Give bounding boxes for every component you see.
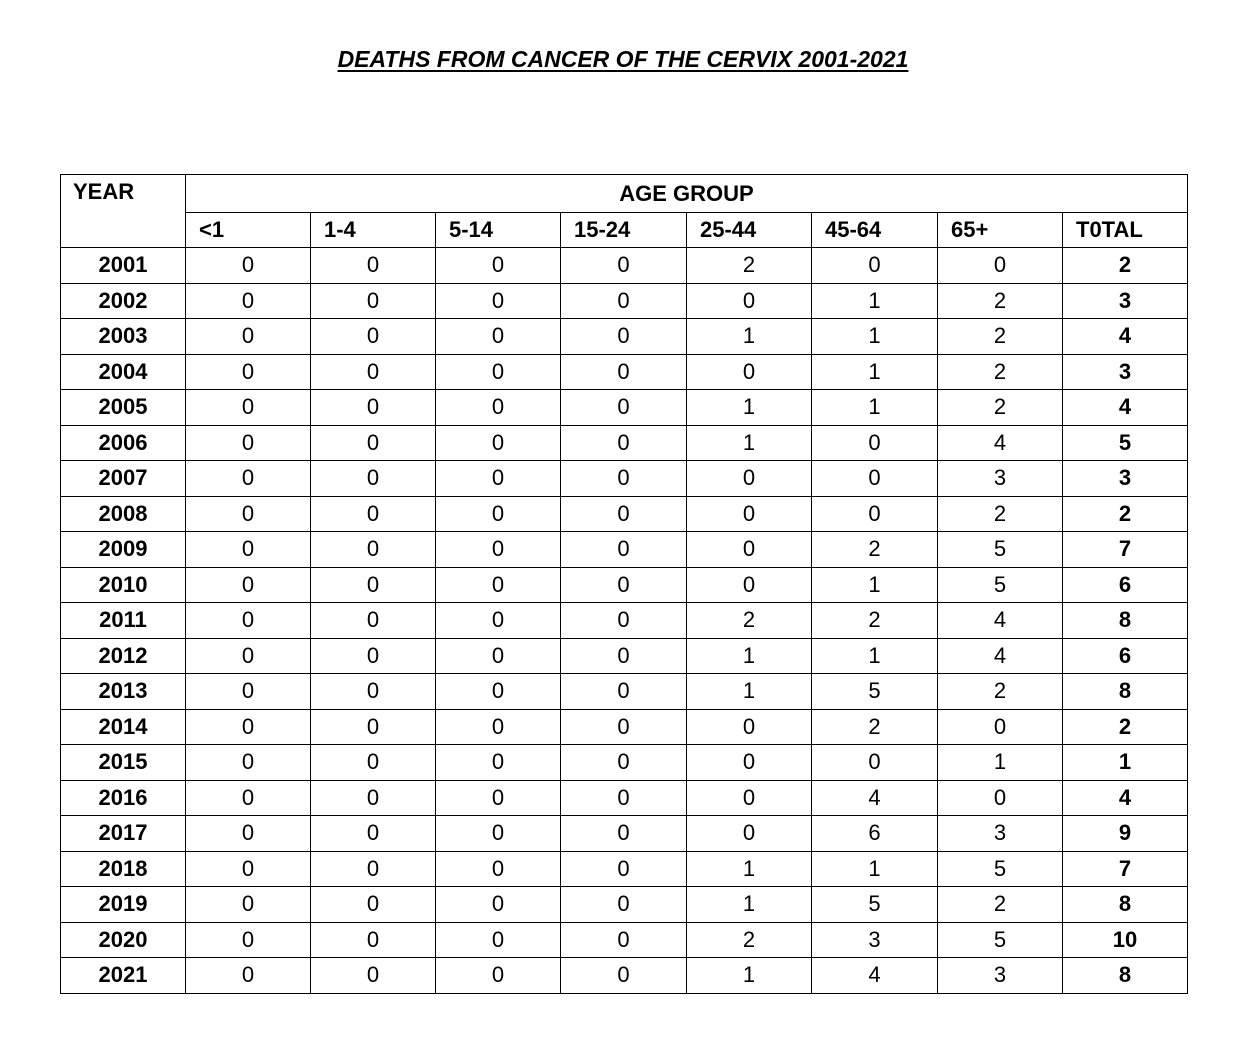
year-cell: 2008	[61, 496, 186, 532]
value-cell: 1	[687, 319, 812, 355]
table-body	[61, 175, 1188, 994]
value-cell: 5	[938, 851, 1063, 887]
total-cell: 4	[1063, 319, 1188, 355]
value-cell: 0	[561, 851, 687, 887]
deaths-table	[60, 174, 1188, 994]
value-cell: 0	[561, 532, 687, 568]
value-cell: 2	[687, 922, 812, 958]
total-cell: 8	[1063, 674, 1188, 710]
value-cell: 0	[311, 532, 436, 568]
value-cell: 2	[812, 603, 938, 639]
table-row	[61, 887, 1188, 923]
value-cell: 0	[436, 603, 561, 639]
value-cell: 0	[938, 780, 1063, 816]
value-cell: 0	[186, 958, 311, 994]
value-cell: 0	[186, 319, 311, 355]
value-cell: 0	[311, 887, 436, 923]
value-cell: 0	[687, 461, 812, 497]
value-cell: 1	[687, 851, 812, 887]
value-cell: 0	[561, 248, 687, 284]
total-cell: 4	[1063, 780, 1188, 816]
value-cell: 4	[938, 425, 1063, 461]
value-cell: 1	[938, 745, 1063, 781]
value-cell: 0	[687, 567, 812, 603]
value-cell: 0	[687, 709, 812, 745]
header-row-columns	[61, 212, 1188, 248]
table-row	[61, 958, 1188, 994]
value-cell: 0	[812, 461, 938, 497]
value-cell: 0	[186, 709, 311, 745]
table-row	[61, 532, 1188, 568]
year-cell: 2021	[61, 958, 186, 994]
value-cell: 0	[311, 745, 436, 781]
value-cell: 0	[311, 851, 436, 887]
value-cell: 0	[436, 958, 561, 994]
table-row	[61, 496, 1188, 532]
total-cell: 1	[1063, 745, 1188, 781]
value-cell: 0	[436, 922, 561, 958]
value-cell: 0	[186, 354, 311, 390]
value-cell: 2	[938, 674, 1063, 710]
value-cell: 0	[311, 780, 436, 816]
value-cell: 1	[687, 958, 812, 994]
value-cell: 0	[561, 709, 687, 745]
value-cell: 5	[938, 532, 1063, 568]
value-cell: 0	[186, 283, 311, 319]
value-cell: 0	[311, 496, 436, 532]
value-cell: 0	[311, 709, 436, 745]
year-cell: 2001	[61, 248, 186, 284]
value-cell: 0	[561, 496, 687, 532]
value-cell: 0	[812, 496, 938, 532]
total-cell: 8	[1063, 958, 1188, 994]
year-cell: 2005	[61, 390, 186, 426]
column-header-65-plus: 65+	[938, 212, 1063, 248]
year-cell: 2012	[61, 638, 186, 674]
value-cell: 2	[938, 390, 1063, 426]
value-cell: 0	[186, 461, 311, 497]
value-cell: 2	[938, 354, 1063, 390]
value-cell: 0	[186, 496, 311, 532]
value-cell: 0	[561, 674, 687, 710]
value-cell: 0	[436, 674, 561, 710]
value-cell: 0	[561, 603, 687, 639]
table-row	[61, 461, 1188, 497]
year-cell: 2016	[61, 780, 186, 816]
total-cell: 10	[1063, 922, 1188, 958]
year-cell: 2004	[61, 354, 186, 390]
value-cell: 0	[311, 425, 436, 461]
value-cell: 1	[812, 851, 938, 887]
value-cell: 4	[812, 958, 938, 994]
value-cell: 0	[436, 567, 561, 603]
header-row-group	[61, 175, 1188, 213]
table-row	[61, 851, 1188, 887]
value-cell: 0	[186, 780, 311, 816]
value-cell: 2	[687, 248, 812, 284]
value-cell: 2	[938, 283, 1063, 319]
value-cell: 0	[436, 283, 561, 319]
total-cell: 9	[1063, 816, 1188, 852]
value-cell: 0	[436, 745, 561, 781]
value-cell: 4	[812, 780, 938, 816]
value-cell: 0	[436, 248, 561, 284]
table-row	[61, 425, 1188, 461]
value-cell: 1	[687, 390, 812, 426]
table-row	[61, 709, 1188, 745]
value-cell: 0	[186, 887, 311, 923]
value-cell: 0	[436, 638, 561, 674]
column-header-under-1: <1	[186, 212, 311, 248]
value-cell: 0	[186, 638, 311, 674]
total-cell: 5	[1063, 425, 1188, 461]
value-cell: 0	[186, 745, 311, 781]
value-cell: 0	[311, 816, 436, 852]
value-cell: 6	[812, 816, 938, 852]
value-cell: 0	[186, 851, 311, 887]
value-cell: 0	[436, 887, 561, 923]
table-row	[61, 390, 1188, 426]
table-row	[61, 674, 1188, 710]
value-cell: 0	[687, 780, 812, 816]
value-cell: 0	[561, 390, 687, 426]
value-cell: 1	[687, 887, 812, 923]
total-cell: 4	[1063, 390, 1188, 426]
value-cell: 0	[561, 425, 687, 461]
value-cell: 4	[938, 603, 1063, 639]
value-cell: 0	[436, 496, 561, 532]
value-cell: 0	[311, 248, 436, 284]
value-cell: 0	[687, 745, 812, 781]
value-cell: 0	[561, 816, 687, 852]
value-cell: 0	[311, 922, 436, 958]
total-cell: 3	[1063, 283, 1188, 319]
table-row	[61, 283, 1188, 319]
value-cell: 0	[186, 248, 311, 284]
value-cell: 1	[687, 638, 812, 674]
value-cell: 5	[812, 887, 938, 923]
year-cell: 2014	[61, 709, 186, 745]
table-row	[61, 638, 1188, 674]
value-cell: 0	[561, 922, 687, 958]
value-cell: 0	[812, 425, 938, 461]
document-title: DEATHS FROM CANCER OF THE CERVIX 2001-2021	[337, 46, 909, 72]
value-cell: 1	[687, 425, 812, 461]
value-cell: 0	[561, 780, 687, 816]
value-cell: 0	[311, 319, 436, 355]
value-cell: 3	[938, 958, 1063, 994]
year-cell: 2003	[61, 319, 186, 355]
total-cell: 3	[1063, 461, 1188, 497]
column-header-25-44: 25-44	[687, 212, 812, 248]
value-cell: 0	[311, 567, 436, 603]
total-cell: 3	[1063, 354, 1188, 390]
value-cell: 0	[561, 638, 687, 674]
year-cell: 2017	[61, 816, 186, 852]
value-cell: 0	[186, 425, 311, 461]
value-cell: 2	[812, 532, 938, 568]
value-cell: 0	[436, 532, 561, 568]
value-cell: 0	[186, 390, 311, 426]
year-cell: 2002	[61, 283, 186, 319]
table-row	[61, 816, 1188, 852]
value-cell: 0	[561, 567, 687, 603]
value-cell: 1	[812, 319, 938, 355]
value-cell: 0	[186, 816, 311, 852]
value-cell: 3	[938, 461, 1063, 497]
value-cell: 5	[812, 674, 938, 710]
table-row	[61, 745, 1188, 781]
value-cell: 1	[812, 567, 938, 603]
value-cell: 0	[938, 709, 1063, 745]
column-header-45-64: 45-64	[812, 212, 938, 248]
value-cell: 2	[687, 603, 812, 639]
value-cell: 0	[561, 354, 687, 390]
table-row	[61, 567, 1188, 603]
value-cell: 0	[687, 816, 812, 852]
value-cell: 0	[436, 851, 561, 887]
total-cell: 2	[1063, 709, 1188, 745]
total-cell: 6	[1063, 638, 1188, 674]
total-cell: 2	[1063, 248, 1188, 284]
value-cell: 3	[938, 816, 1063, 852]
value-cell: 0	[938, 248, 1063, 284]
value-cell: 2	[938, 319, 1063, 355]
value-cell: 0	[311, 283, 436, 319]
year-cell: 2011	[61, 603, 186, 639]
value-cell: 0	[311, 603, 436, 639]
value-cell: 0	[687, 283, 812, 319]
year-column-header: YEAR	[61, 175, 186, 248]
table-row	[61, 248, 1188, 284]
value-cell: 0	[561, 319, 687, 355]
value-cell: 1	[812, 283, 938, 319]
value-cell: 3	[812, 922, 938, 958]
year-cell: 2018	[61, 851, 186, 887]
value-cell: 0	[812, 248, 938, 284]
value-cell: 0	[687, 496, 812, 532]
year-cell: 2015	[61, 745, 186, 781]
value-cell: 5	[938, 567, 1063, 603]
year-cell: 2009	[61, 532, 186, 568]
total-cell: 7	[1063, 851, 1188, 887]
value-cell: 0	[812, 745, 938, 781]
value-cell: 0	[436, 709, 561, 745]
value-cell: 0	[687, 532, 812, 568]
value-cell: 0	[186, 532, 311, 568]
table-row	[61, 354, 1188, 390]
age-group-header: AGE GROUP	[186, 175, 1188, 213]
value-cell: 0	[186, 674, 311, 710]
total-cell: 8	[1063, 887, 1188, 923]
value-cell: 0	[311, 638, 436, 674]
column-header-total: T0TAL	[1063, 212, 1188, 248]
value-cell: 0	[687, 354, 812, 390]
column-header-1-4: 1-4	[311, 212, 436, 248]
value-cell: 0	[311, 390, 436, 426]
value-cell: 0	[186, 603, 311, 639]
value-cell: 0	[311, 674, 436, 710]
column-header-5-14: 5-14	[436, 212, 561, 248]
year-cell: 2006	[61, 425, 186, 461]
value-cell: 2	[938, 887, 1063, 923]
value-cell: 0	[436, 354, 561, 390]
value-cell: 0	[311, 354, 436, 390]
value-cell: 0	[436, 390, 561, 426]
value-cell: 0	[436, 319, 561, 355]
total-cell: 6	[1063, 567, 1188, 603]
value-cell: 0	[561, 461, 687, 497]
table-row	[61, 319, 1188, 355]
value-cell: 0	[311, 461, 436, 497]
value-cell: 4	[938, 638, 1063, 674]
table-row	[61, 780, 1188, 816]
year-cell: 2010	[61, 567, 186, 603]
value-cell: 1	[687, 674, 812, 710]
value-cell: 5	[938, 922, 1063, 958]
total-cell: 7	[1063, 532, 1188, 568]
value-cell: 2	[938, 496, 1063, 532]
value-cell: 0	[436, 816, 561, 852]
value-cell: 0	[436, 461, 561, 497]
value-cell: 0	[186, 922, 311, 958]
value-cell: 1	[812, 354, 938, 390]
table-row	[61, 922, 1188, 958]
year-cell: 2019	[61, 887, 186, 923]
value-cell: 1	[812, 638, 938, 674]
value-cell: 0	[311, 958, 436, 994]
column-header-15-24: 15-24	[561, 212, 687, 248]
total-cell: 2	[1063, 496, 1188, 532]
value-cell: 0	[436, 425, 561, 461]
year-cell: 2007	[61, 461, 186, 497]
value-cell: 0	[561, 887, 687, 923]
value-cell: 0	[186, 567, 311, 603]
total-cell: 8	[1063, 603, 1188, 639]
value-cell: 0	[436, 780, 561, 816]
value-cell: 0	[561, 958, 687, 994]
value-cell: 0	[561, 745, 687, 781]
year-cell: 2013	[61, 674, 186, 710]
value-cell: 1	[812, 390, 938, 426]
value-cell: 0	[561, 283, 687, 319]
value-cell: 2	[812, 709, 938, 745]
year-cell: 2020	[61, 922, 186, 958]
table-row	[61, 603, 1188, 639]
